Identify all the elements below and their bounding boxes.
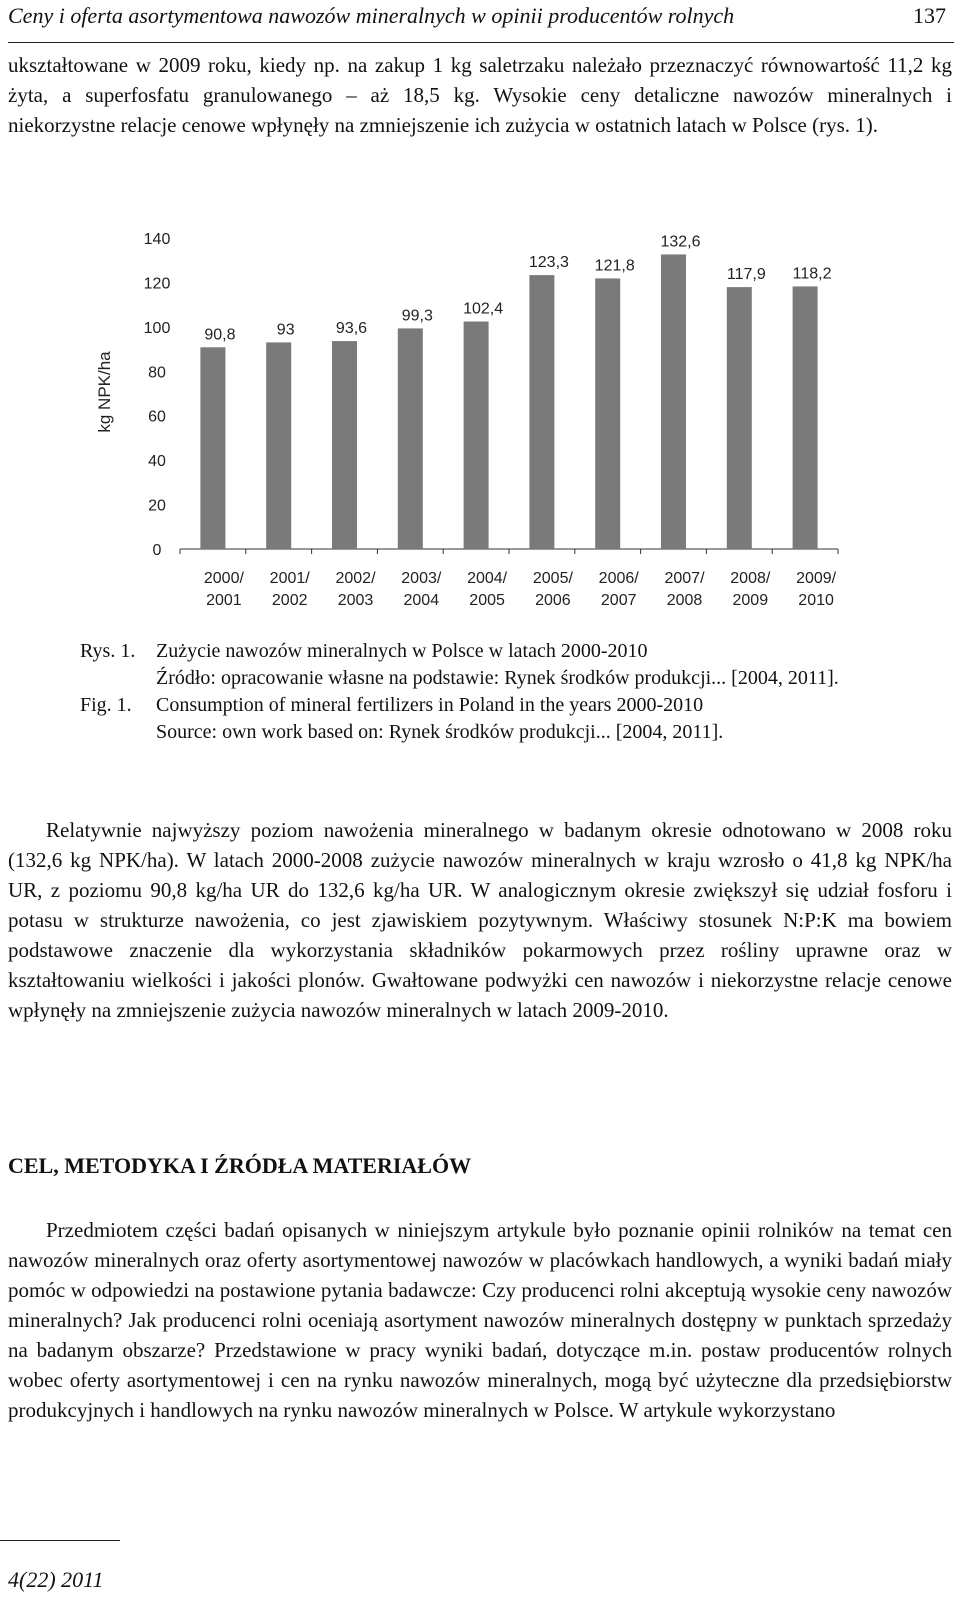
x-tick-label: 2006 [535, 592, 571, 609]
bar-5 [464, 322, 489, 549]
x-tick-label: 2002 [271, 592, 308, 609]
footer-issue: 4(22) 2011 [8, 1567, 104, 1592]
bar-2 [266, 342, 291, 549]
x-tick-label: 2003/ [401, 570, 442, 587]
x-tick-label: 2008 [666, 592, 703, 609]
bar-10 [793, 286, 818, 549]
caption-pl-source: Źródło: opracowanie własne na podstawie: Rynek środków produkcji... [2004, 2011]. [156, 667, 839, 689]
caption-en-title: Consumption of mineral fertilizers in Poland in the years 2000-2010 [156, 694, 704, 716]
running-header [8, 0, 954, 43]
y-tick-label: 80 [148, 364, 166, 382]
x-tick-label: 2008/ [730, 570, 771, 587]
x-tick-label: 2007/ [664, 570, 705, 587]
data-label: 93 [276, 321, 295, 339]
x-tick-label: 2005 [469, 592, 505, 609]
intro-paragraph: ukształtowane w 2009 roku, kiedy np. na zakup 1 kg saletrzaku należało przeznaczyć równowartość 11,2 kg żyta, a superfosfatu granulowanego – aż 18,5 kg. Wysokie ceny detaliczne nawozów mineralnych i niekorzystne relacje cenowe wpłynęły na zmniejszenie ich zużycia w ostatnich latach w Polsce (rys. 1). [8, 53, 952, 137]
section-heading: CEL, METODYKA I ŹRÓDŁA MATERIAŁÓW [8, 1153, 472, 1178]
bar-8 [661, 254, 686, 549]
x-tick-label: 2002/ [335, 570, 376, 587]
body-paragraph-2: Przedmiotem części badań opisanych w niniejszym artykule było poznanie opinii rolników na temat cen nawozów mineralnych oraz oferty asortymentowej nawozów w placówkach handlowych, a wyniki badań miały pomóc w odpowiedzi na postawione pytania badawcze: Czy producenci rolni akceptują wysokie ceny nawozów mineralnych? Jak producenci rolni oceniają asortyment nawozów mineralnych dostępny w punktach sprzedaży na badanym obszarze? Przedstawione w pracy wyniki badań, dotyczące m.in. postaw producentów rolnych wobec oferty asortymentowej i cen na rynku nawozów mineralnych, mogą być użyteczne dla przedsiębiorstw produkcyjnych i handlowych na rynku nawozów mineralnych w Polsce. W artykule wykorzystano [8, 1218, 952, 1422]
y-tick-label: 100 [143, 319, 171, 337]
data-label: 102,4 [463, 300, 504, 318]
y-tick-label: 0 [152, 542, 162, 559]
fertilizer-consumption-chart [0, 222, 960, 622]
data-label: 118,2 [792, 265, 832, 283]
caption-pl-title: Zużycie nawozów mineralnych w Polsce w latach 2000-2010 [156, 640, 648, 662]
x-tick-label: 2010 [798, 592, 834, 609]
data-label: 123,3 [528, 254, 569, 272]
y-tick-label: 20 [148, 497, 166, 515]
y-tick-label: 40 [148, 453, 166, 471]
y-tick-label: 120 [143, 275, 171, 293]
data-label: 121,8 [594, 257, 635, 275]
x-tick-label: 2004/ [467, 570, 508, 587]
caption-en-source: Source: own work based on: Rynek środków produkcji... [2004, 2011]. [156, 721, 724, 743]
x-tick-label: 2003 [337, 592, 374, 609]
data-label: 99,3 [401, 307, 433, 325]
data-label: 93,6 [335, 320, 368, 338]
data-label: 117,9 [726, 266, 766, 284]
page-number: 137 [913, 3, 946, 28]
y-axis-label: kg NPK/ha [95, 351, 114, 433]
body-paragraph-1: Relatywnie najwyższy poziom nawożenia mineralnego w badanym okresie odnotowano w 2008 roku (132,6 kg NPK/ha). W latach 2000-2008 zużycie nawozów mineralnych w kraju wzrosło o 41,8 kg NPK/ha UR, z poziomu 90,8 kg/ha UR do 132,6 kg/ha UR. W analogicznym okresie zwiększył się udział fosforu i potasu w strukturze nawożenia, co jest zjawiskiem pozytywnym. Właściwy stosunek N:P:K ma bowiem podstawowe znaczenie dla wykorzystania składników pokarmowych przez rośliny uprawne oraz w kształtowaniu wielkości i jakości plonów. Gwałtowane podwyżki cen nawozów i niekorzystne relacje cenowe wpłynęły na zmniejszenie zużycia nawozów mineralnych w latach 2009-2010. [8, 818, 952, 1022]
x-tick-label: 2001/ [269, 570, 310, 587]
x-tick-label: 2007 [600, 592, 637, 609]
data-label: 90,8 [204, 326, 236, 344]
bar-4 [398, 328, 423, 549]
bar-3 [332, 341, 357, 549]
running-header-title: Ceny i oferta asortymentowa nawozów mineralnych w opinii producentów rolnych [8, 3, 735, 28]
x-tick-label: 2000/ [203, 570, 244, 587]
x-tick-label: 2005/ [532, 570, 573, 587]
bar-9 [727, 287, 752, 549]
footer-rule [0, 1540, 120, 1541]
x-tick-label: 2004 [403, 592, 440, 609]
y-tick-label: 60 [148, 408, 166, 426]
x-tick-label: 2009/ [796, 570, 837, 587]
bar-6 [529, 275, 554, 549]
y-tick-label: 140 [143, 231, 171, 248]
x-tick-label: 2009 [732, 592, 769, 609]
caption-en-number: Fig. 1. [80, 694, 132, 716]
bar-7 [595, 278, 620, 549]
figure-caption [80, 638, 880, 746]
x-tick-label: 2006/ [598, 570, 639, 587]
x-tick-label: 2001 [206, 592, 242, 609]
caption-pl-number: Rys. 1. [80, 640, 136, 662]
data-label: 132,6 [660, 233, 701, 251]
bar-1 [200, 347, 225, 549]
